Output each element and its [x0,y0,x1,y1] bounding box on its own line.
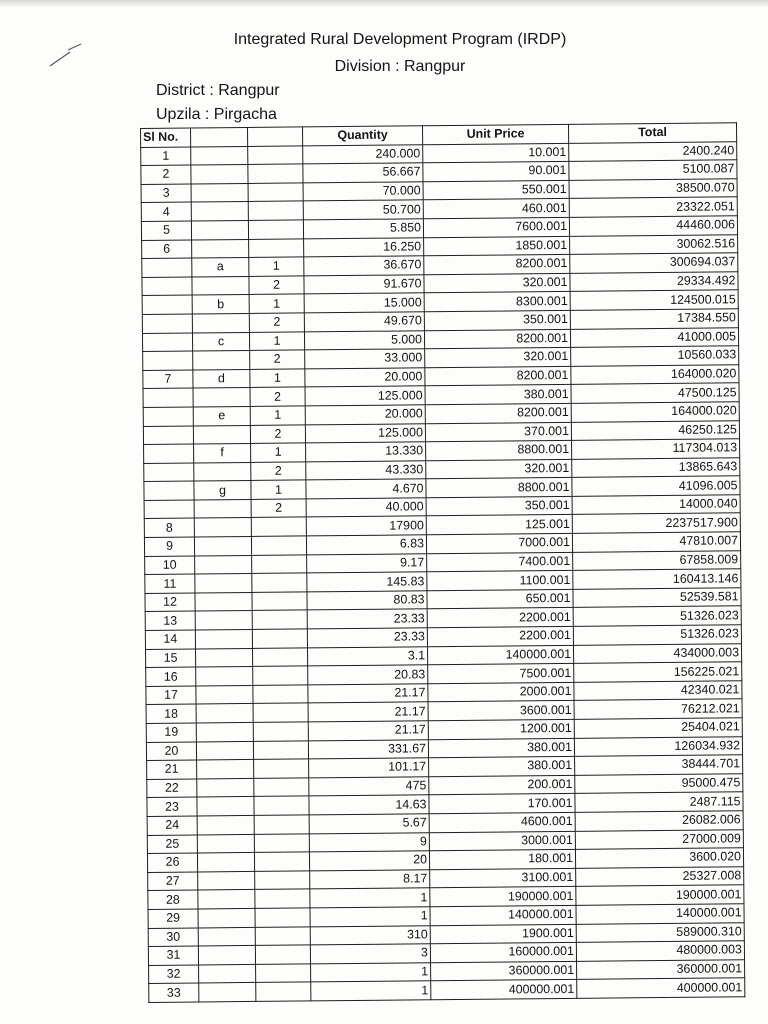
cell-sub-group: f [194,444,251,463]
cell-unit-price: 10.001 [423,143,569,163]
cell-sub-group [193,388,250,407]
cell-sub-item: 1 [249,257,304,276]
cell-sub-group: e [193,406,250,425]
cell-unit-price: 360000.001 [431,961,577,981]
cell-unit-price: 8200.001 [424,255,570,275]
cell-sl-no: 4 [141,202,191,221]
cell-sub-item [252,648,307,667]
cell-total: 42340.021 [574,681,742,701]
cell-quantity: 36.670 [304,256,424,276]
cell-quantity: 23.33 [307,609,427,629]
cell-quantity: 1 [310,888,430,908]
cell-sl-no: 11 [145,574,195,593]
cell-total: 41000.005 [570,327,738,347]
cell-total: 41096.005 [572,476,740,496]
cell-total: 38500.070 [569,179,737,199]
cell-total: 2400.240 [569,141,737,161]
cell-unit-price: 350.001 [424,310,570,330]
cell-sub-item [252,629,307,648]
cell-sl-no [142,258,192,277]
cell-total: 190000.001 [576,885,744,905]
cell-sl-no: 20 [146,742,196,761]
document-title: Integrated Rural Development Program (IRDP) [233,31,567,48]
cell-total: 360000.001 [577,959,745,979]
cell-total: 2487.115 [575,792,743,812]
cell-unit-price: 7000.001 [426,533,572,553]
cell-sl-no: 2 [141,165,191,184]
cell-sub-group [194,499,251,518]
cost-table [140,122,745,1003]
cell-unit-price: 1850.001 [424,236,570,256]
cell-sub-group [191,146,248,165]
cell-sub-item [255,871,310,890]
cell-quantity: 240.000 [303,144,423,164]
cell-sub-item [253,722,308,741]
cell-quantity: 21.17 [308,684,428,704]
cell-total: 76212.021 [574,699,742,719]
cell-quantity: 13.330 [306,442,426,462]
cell-sub-group [196,722,253,741]
cell-sl-no: 24 [147,816,197,835]
cell-sub-group [197,834,254,853]
cell-sub-group [198,927,255,946]
cell-unit-price: 8200.001 [424,329,570,349]
cell-sl-no [143,351,193,370]
cell-unit-price: 400000.001 [431,980,577,1000]
header-total: Total [568,123,736,143]
cell-unit-price: 170.001 [429,794,575,814]
cell-sl-no: 15 [146,649,196,668]
cell-quantity: 1 [311,981,431,1001]
cell-sub-item [248,220,303,239]
cell-quantity: 20.000 [305,405,425,425]
cell-quantity: 40.000 [306,498,426,518]
cell-quantity: 23.33 [307,628,427,648]
cell-total: 27000.009 [575,829,743,849]
cell-quantity: 5.850 [303,219,423,239]
cell-total: 589000.310 [576,922,744,942]
cell-quantity: 101.17 [309,758,429,778]
cell-sl-no: 3 [141,184,191,203]
cell-sub-group [195,611,252,630]
cell-sub-group: d [193,369,250,388]
cell-total: 46250.125 [571,420,739,440]
cell-sub-item [253,703,308,722]
cell-quantity: 15.000 [304,293,424,313]
cell-quantity: 4.670 [306,479,426,499]
cell-sub-item: 1 [250,369,305,388]
cell-quantity: 125.000 [305,423,425,443]
cell-sub-item [252,573,307,592]
cell-sl-no: 13 [145,611,195,630]
cell-sub-group [195,592,252,611]
cell-total: 126034.932 [574,736,742,756]
cell-sub-item [251,536,306,555]
cell-total: 95000.475 [575,774,743,794]
cell-quantity: 21.17 [308,721,428,741]
cell-sub-item [254,815,309,834]
cell-total: 160413.146 [573,569,741,589]
cell-total: 30062.516 [570,234,738,254]
cell-sub-group [194,462,251,481]
cell-unit-price: 2200.001 [427,608,573,628]
cell-quantity: 475 [309,777,429,797]
cell-sub-group [191,165,248,184]
cell-total: 124500.015 [570,290,738,310]
cell-sl-no: 21 [147,760,197,779]
cell-sl-no [144,500,194,519]
cell-sub-group [191,220,248,239]
cell-quantity: 9.17 [307,553,427,573]
cell-sub-group: a [192,258,249,277]
table-body [141,141,745,1002]
cell-quantity: 3.1 [307,646,427,666]
cell-sub-item [248,201,303,220]
cell-total: 140000.001 [576,904,744,924]
cell-quantity: 20.83 [308,665,428,685]
cell-sub-item [248,183,303,202]
cell-unit-price: 8200.001 [425,366,571,386]
cell-unit-price: 180.001 [429,850,575,870]
cell-sl-no: 23 [147,797,197,816]
cell-quantity: 3 [310,944,430,964]
cell-sl-no: 30 [148,928,198,947]
cell-unit-price: 380.001 [425,385,571,405]
cell-sub-item [254,852,309,871]
cell-unit-price: 380.001 [429,757,575,777]
cell-sl-no: 28 [148,890,198,909]
header-sub-item [247,127,302,146]
cell-unit-price: 7600.001 [423,217,569,237]
cell-quantity: 6.83 [306,535,426,555]
cell-unit-price: 460.001 [423,199,569,219]
cell-unit-price: 7400.001 [427,552,573,572]
cell-unit-price: 2000.001 [428,682,574,702]
cell-sl-no: 32 [149,965,199,984]
cell-sub-item [256,982,311,1001]
cell-sub-item [248,146,303,165]
cell-quantity: 9 [309,832,429,852]
cell-quantity: 16.250 [304,237,424,257]
cell-unit-price: 140000.001 [427,645,573,665]
header-unit-price: Unit Price [422,124,568,144]
cell-total: 67858.009 [573,550,741,570]
cell-total: 3600.020 [575,848,743,868]
cell-sub-group: b [192,295,249,314]
cell-sl-no: 14 [145,630,195,649]
cell-total: 17384.550 [570,309,738,329]
cell-sl-no [144,463,194,482]
district-line: District : Rangpur [156,82,280,99]
cell-sub-item [256,964,311,983]
cell-sub-group [198,946,255,965]
cell-quantity: 1 [310,907,430,927]
cell-sl-no: 8 [144,518,194,537]
cell-sl-no [142,295,192,314]
cell-sub-group [194,518,251,537]
cell-sl-no: 1 [141,147,191,166]
cell-sub-group [192,239,249,258]
cell-unit-price: 320.001 [425,348,571,368]
cell-sub-item [254,759,309,778]
cell-sl-no: 29 [148,909,198,928]
cell-sub-group [194,537,251,556]
cell-total: 47500.125 [571,383,739,403]
cell-sl-no: 16 [146,667,196,686]
cell-sub-group [198,871,255,890]
cell-sub-group [199,964,256,983]
cell-sub-item: 1 [250,406,305,425]
cell-sub-item [254,833,309,852]
cell-unit-price: 8800.001 [426,478,572,498]
header-quantity: Quantity [302,126,422,146]
cell-sub-group [193,351,250,370]
cell-quantity: 56.667 [303,163,423,183]
cell-unit-price: 90.001 [423,162,569,182]
cell-sub-group [199,983,256,1002]
cell-sl-no: 26 [147,853,197,872]
cell-sl-no: 17 [146,686,196,705]
cell-unit-price: 370.001 [425,422,571,442]
cell-sub-item: 1 [249,294,304,313]
cell-quantity: 1 [311,962,431,982]
cell-quantity: 91.670 [304,275,424,295]
cell-sub-group [196,741,253,760]
cell-sl-no [143,388,193,407]
cell-total: 47810.007 [572,532,740,552]
cell-total: 44460.006 [569,216,737,236]
cell-quantity: 70.000 [303,182,423,202]
cell-total: 23322.051 [569,197,737,217]
cell-sl-no: 9 [144,537,194,556]
cell-total: 13865.643 [572,457,740,477]
cell-sub-item [253,666,308,685]
cell-sl-no: 25 [147,835,197,854]
cell-quantity: 17900 [306,516,426,536]
cell-quantity: 5.67 [309,814,429,834]
cell-sl-no: 19 [146,723,196,742]
cell-sl-no: 7 [143,370,193,389]
cell-total: 5100.087 [569,160,737,180]
cell-sub-group: c [192,332,249,351]
cell-unit-price: 200.001 [429,775,575,795]
cell-quantity: 310 [310,925,430,945]
cell-sub-group [195,574,252,593]
cell-sl-no: 5 [141,221,191,240]
cell-sub-item: 2 [250,424,305,443]
cell-sub-group [192,276,249,295]
cell-unit-price: 2200.001 [427,626,573,646]
cell-sub-group [197,760,254,779]
cell-unit-price: 190000.001 [430,887,576,907]
cell-sl-no [143,407,193,426]
cell-total: 164000.020 [571,402,739,422]
cell-quantity: 20 [309,851,429,871]
cell-quantity: 33.000 [305,349,425,369]
cell-sub-item: 1 [249,331,304,350]
cell-sub-group [191,183,248,202]
cell-quantity: 125.000 [305,386,425,406]
cell-unit-price: 3000.001 [429,831,575,851]
cell-quantity: 43.330 [306,460,426,480]
cell-sub-group: g [194,481,251,500]
cell-sub-group [197,815,254,834]
cell-total: 52539.581 [573,588,741,608]
cell-unit-price: 8800.001 [426,440,572,460]
cell-total: 164000.020 [571,364,739,384]
cell-sub-item: 2 [250,387,305,406]
cell-sub-item [252,555,307,574]
cell-sl-no [144,444,194,463]
header-sl-no: Sl No. [141,128,191,147]
cell-sub-group [197,853,254,872]
cell-quantity: 331.67 [308,739,428,759]
cell-sl-no: 33 [149,983,199,1002]
cell-sl-no [143,426,193,445]
cell-total: 434000.003 [573,643,741,663]
cell-total: 25404.021 [574,718,742,738]
cell-unit-price: 140000.001 [430,905,576,925]
cell-quantity: 8.17 [310,870,430,890]
cell-total: 38444.701 [575,755,743,775]
cell-sub-item [255,889,310,908]
header-sub-group [191,127,248,146]
cell-sl-no [142,277,192,296]
cell-total: 25327.008 [576,866,744,886]
cell-unit-price: 350.001 [426,496,572,516]
cell-sub-group [192,313,249,332]
cell-sub-item [248,164,303,183]
cell-sl-no: 22 [147,779,197,798]
cell-unit-price: 1900.001 [430,924,576,944]
cell-sub-item: 2 [249,313,304,332]
cell-sl-no: 6 [142,240,192,259]
cell-unit-price: 1100.001 [427,571,573,591]
pen-mark-icon [48,40,84,70]
cell-sub-item [253,741,308,760]
cell-quantity: 21.17 [308,702,428,722]
cell-total: 10560.033 [571,346,739,366]
cell-total: 480000.003 [576,941,744,961]
cell-sub-item: 2 [249,276,304,295]
cell-sub-group [196,685,253,704]
cell-sub-item [252,592,307,611]
cell-sub-group [193,425,250,444]
cell-quantity: 80.83 [307,591,427,611]
cell-unit-price: 160000.001 [430,942,576,962]
scan-top-edge [0,0,768,8]
cell-total: 51326.023 [573,606,741,626]
cell-sub-item [252,610,307,629]
cell-quantity: 49.670 [304,312,424,332]
cell-sub-item [255,945,310,964]
cell-total: 2237517.900 [572,513,740,533]
cell-sub-item: 1 [251,480,306,499]
cell-sl-no: 10 [145,556,195,575]
cell-sl-no: 27 [148,872,198,891]
cell-sl-no [144,481,194,500]
cell-unit-price: 650.001 [427,589,573,609]
division-line: Division : Rangpur [334,58,466,75]
cell-sub-group [195,555,252,574]
cell-quantity: 20.000 [305,367,425,387]
cell-sub-group [195,629,252,648]
cell-sub-item: 2 [251,462,306,481]
cell-sub-item [255,926,310,945]
cell-unit-price: 320.001 [424,273,570,293]
cell-unit-price: 550.001 [423,180,569,200]
cell-sub-item [251,517,306,536]
cell-sl-no [142,314,192,333]
cell-sub-item [254,796,309,815]
cell-sub-group [196,704,253,723]
cell-sub-item [255,908,310,927]
cell-total: 400000.001 [577,978,745,998]
cell-sub-item: 2 [250,350,305,369]
cell-sub-group [198,890,255,909]
cell-sub-item [253,685,308,704]
cell-total: 29334.492 [570,272,738,292]
cell-sub-item [254,778,309,797]
cell-sub-item: 1 [251,443,306,462]
cell-sl-no [142,333,192,352]
cell-quantity: 50.700 [303,200,423,220]
upazila-line: Upzila : Pirgacha [156,106,277,123]
cell-unit-price: 8300.001 [424,292,570,312]
cell-quantity: 145.83 [307,572,427,592]
cell-total: 51326.023 [573,625,741,645]
cell-quantity: 5.000 [304,330,424,350]
cell-unit-price: 3100.001 [430,868,576,888]
cell-total: 14000.040 [572,495,740,515]
cell-sub-group [196,648,253,667]
cell-unit-price: 1200.001 [428,719,574,739]
cell-sub-group [197,797,254,816]
cell-sl-no: 12 [145,593,195,612]
cell-total: 117304.013 [572,439,740,459]
cell-unit-price: 125.001 [426,515,572,535]
cell-sl-no: 18 [146,704,196,723]
cell-total: 300694.037 [570,253,738,273]
cell-total: 156225.021 [574,662,742,682]
cell-quantity: 14.63 [309,795,429,815]
cell-sub-group [198,908,255,927]
cell-unit-price: 380.001 [428,738,574,758]
cell-unit-price: 8200.001 [425,403,571,423]
cell-sub-item [249,238,304,257]
cell-total: 26082.006 [575,811,743,831]
cell-unit-price: 3600.001 [428,701,574,721]
cell-sub-group [191,202,248,221]
cell-sub-item: 2 [251,499,306,518]
cell-unit-price: 7500.001 [428,664,574,684]
cell-unit-price: 320.001 [426,459,572,479]
cell-sl-no: 31 [148,946,198,965]
cell-unit-price: 4600.001 [429,812,575,832]
cell-sub-group [196,667,253,686]
cell-sub-group [197,778,254,797]
